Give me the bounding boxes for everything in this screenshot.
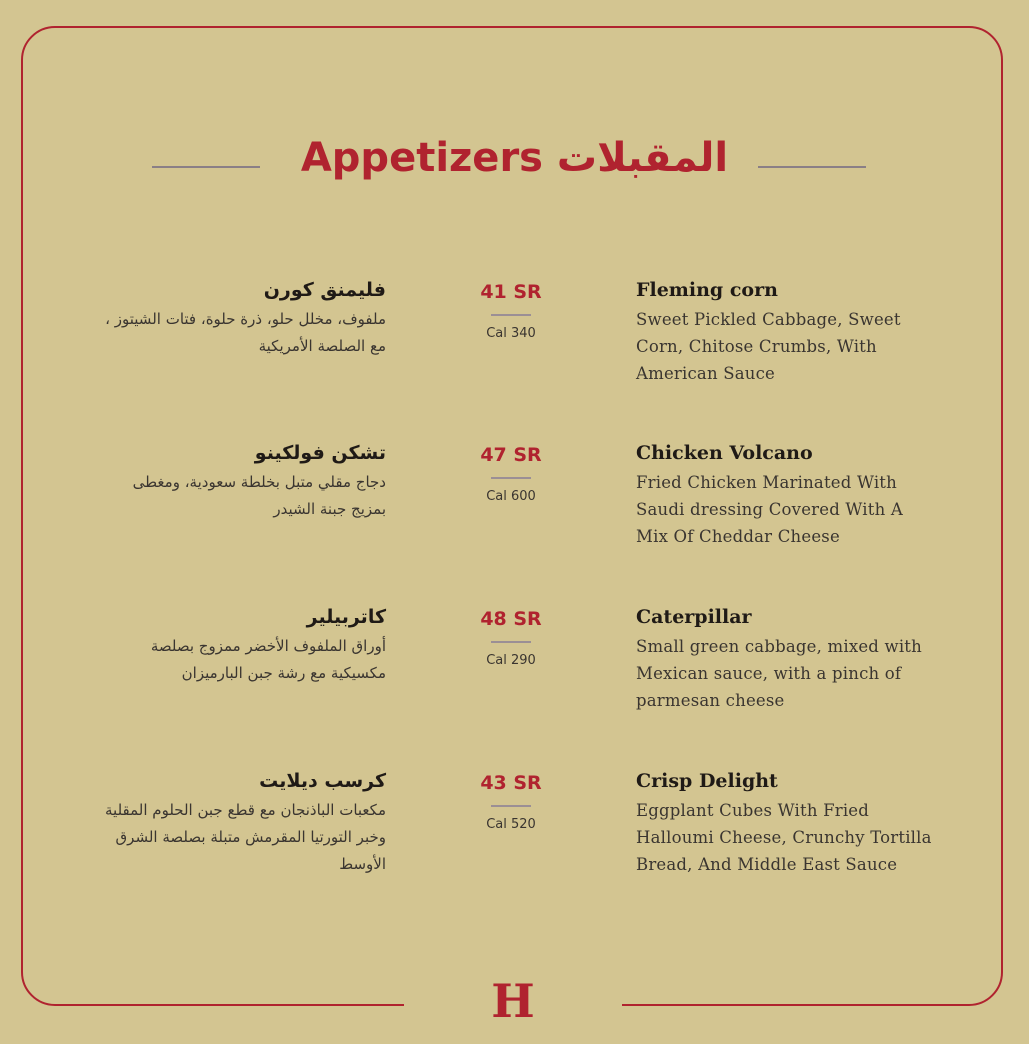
item-description-english: Eggplant Cubes With Fried Halloumi Cheese, Crunchy Tortilla Bread, And Middle East Sauce [636,801,932,874]
item-description-english: Small green cabbage, mixed with Mexican sauce, with a pinch of parmesan cheese [636,637,922,710]
item-price: 48 SR [480,608,542,630]
item-calories: Cal 340 [486,326,536,341]
brand-logo: H [491,974,535,1028]
item-description-arabic: أوراق الملفوف الأخضر ممزوج بصلصة مكسيكية مع رشة جبن البارميزان [150,637,386,682]
item-name-english: Crisp Delight [636,770,778,792]
item-description-english: Fried Chicken Marinated With Saudi dressing Covered With A Mix Of Cheddar Cheese [636,473,903,546]
item-price: 47 SR [480,444,542,466]
price-divider [491,314,531,316]
item-description-english: Sweet Pickled Cabbage, Sweet Corn, Chitose Crumbs, With American Sauce [636,310,901,383]
item-calories: Cal 290 [486,653,536,668]
item-name-english: Chicken Volcano [636,442,813,464]
item-name-arabic: كرسب ديلايت [259,770,386,792]
page-title: Appetizers المقبلات [300,135,729,181]
item-description-arabic: مكعبات الباذنجان مع قطع جبن الحلوم المقلية وخبر التورتيا المقرمش متبلة بصلصة الشرق الأوسط [105,801,386,873]
item-description-arabic: ملفوف، مخلل حلو، ذرة حلوة، فتات الشيتوز ، مع الصلصة الأمريكية [105,310,386,355]
item-name-english: Fleming corn [636,279,778,301]
item-price: 43 SR [480,772,542,794]
item-name-arabic: كاتربيلير [306,606,386,628]
price-divider [491,805,531,807]
price-divider [491,641,531,643]
item-name-english: Caterpillar [636,606,752,628]
item-name-arabic: تشكن فولكينو [254,442,386,464]
item-calories: Cal 520 [486,817,536,832]
item-price: 41 SR [480,281,542,303]
item-calories: Cal 600 [486,489,536,504]
price-divider [491,477,531,479]
item-name-arabic: فليمنق كورن [263,279,386,301]
item-description-arabic: دجاج مقلي متبل بخلطة سعودية، ومغطى بمزيج جبنة الشيدر [132,473,386,518]
